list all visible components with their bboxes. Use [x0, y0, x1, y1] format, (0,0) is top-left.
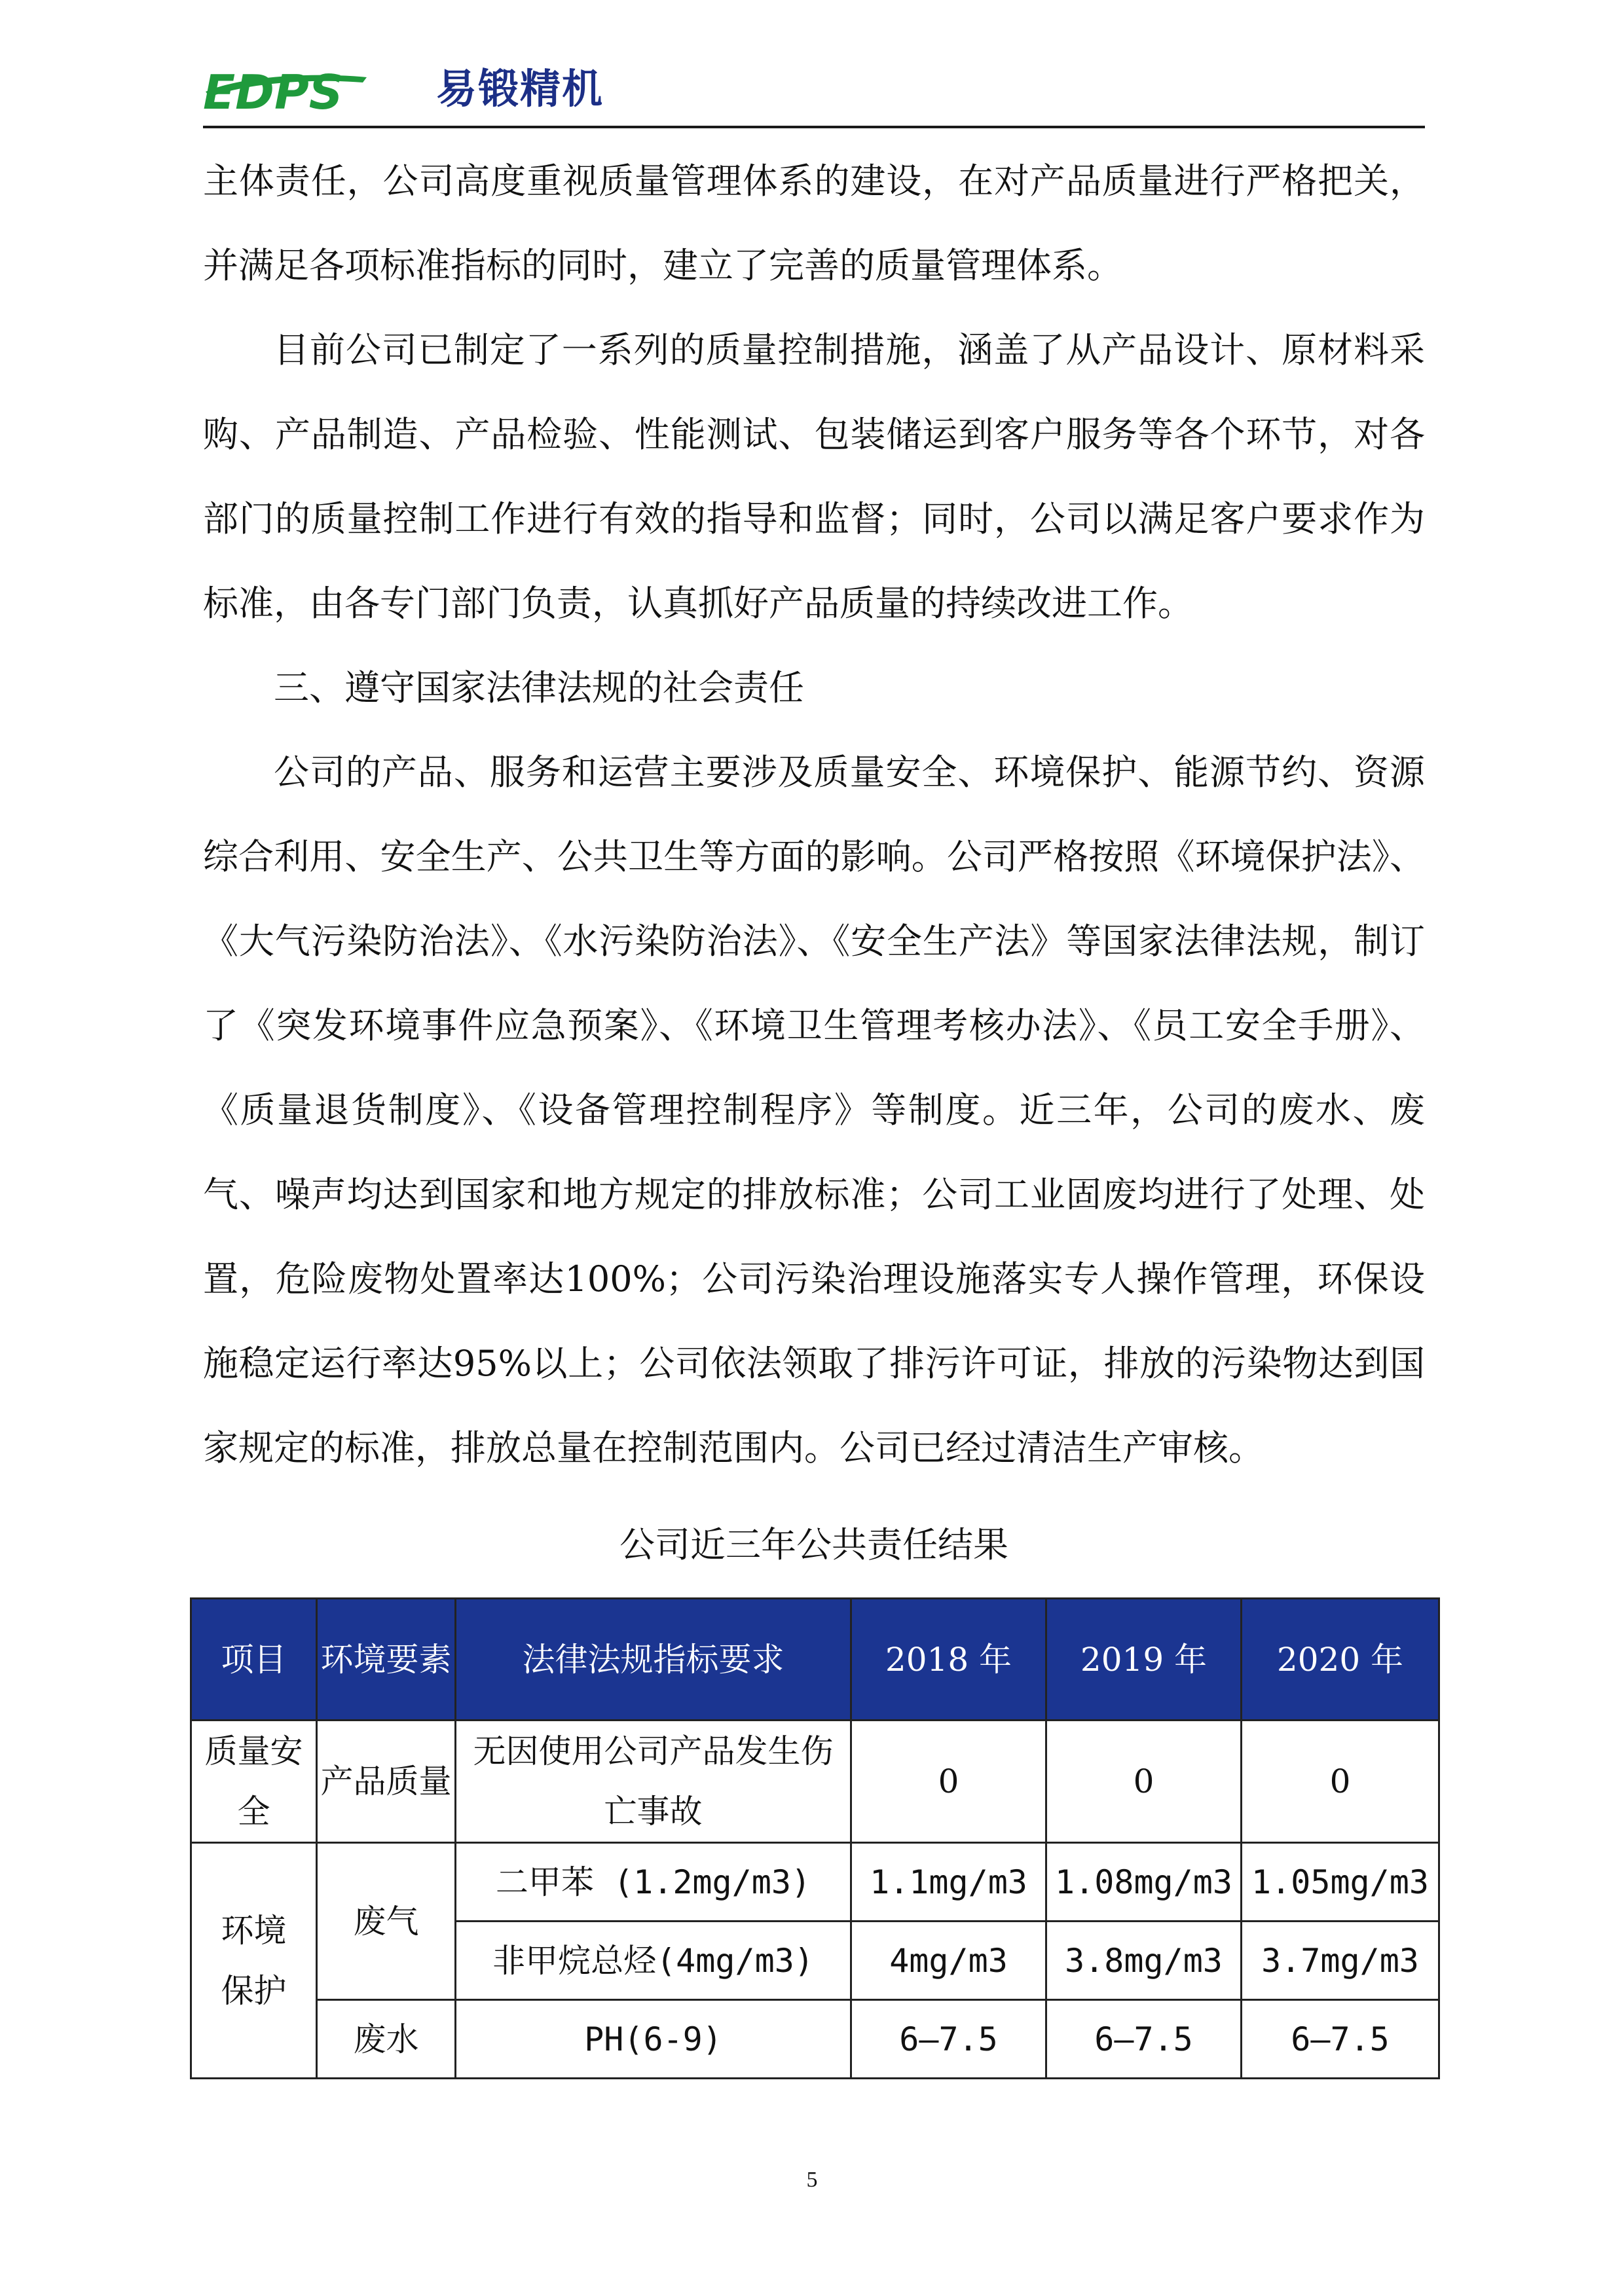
header-requirement: 法律法规指标要求 — [456, 1599, 851, 1721]
page-number: 5 — [806, 2168, 818, 2192]
cell-quality-2018: 0 — [851, 1721, 1046, 1843]
cell-quality-factor: 产品质量 — [317, 1721, 456, 1843]
cell-gas-factor: 废气 — [317, 1843, 456, 2000]
cell-quality-2020: 0 — [1242, 1721, 1439, 1843]
header-env-factor: 环境要素 — [317, 1599, 456, 1721]
table-row — [191, 1843, 1439, 1922]
cell-quality-requirement: 无因使用公司产品发生伤亡事故 — [456, 1721, 851, 1843]
cell-quality-item: 质量安全 — [191, 1721, 317, 1843]
header-2020: 2020 年 — [1242, 1599, 1439, 1721]
cell-water-factor: 废水 — [317, 2000, 456, 2079]
cell-nmhc-2019: 3.8mg/m3 — [1046, 1922, 1242, 2000]
cell-nmhc-2018: 4mg/m3 — [851, 1922, 1046, 2000]
paragraph-legal-compliance: 公司的产品、服务和运营主要涉及质量安全、环境保护、能源节约、资源综合利用、安全生产、公共卫生等方面的影响。公司严格按照《环境保护法》、《大气污染防治法》、《水污染防治法》、《安全生产法》等国家法律法规，制订了《突发环境事件应急预案》、《环境卫生管理考核办法》、《员工安全手册》、《质量退货制度》、《设备管理控制程序》等制度。近三年，公司的废水、废气、噪声均达到国家和地方规定的排放标准；公司工业固废均进行了处理、处置，危险废物处置率达100%；公司污染治理设施落实专人操作管理，环保设施稳定运行率达95%以上；公司依法领取了排污许可证，排放的污染物达到国家规定的标准，排放总量在控制范围内。公司已经过清洁生产审核。 — [203, 752, 1425, 1468]
header-divider — [203, 126, 1425, 128]
table-row — [191, 1721, 1439, 1843]
cell-xylene-2020: 1.05mg/m3 — [1242, 1843, 1439, 1922]
company-name: 易锻精机 — [436, 65, 604, 113]
document-body — [203, 139, 1425, 1490]
header-item: 项目 — [191, 1599, 317, 1721]
company-logo — [203, 63, 426, 115]
paragraph-quality-measures: 目前公司已制定了一系列的质量控制措施，涵盖了从产品设计、原材料采购、产品制造、产品检验、性能测试、包装储运到客户服务等各个环节，对各部门的质量控制工作进行有效的指导和监督；同时，公司以满足客户要求作为标准，由各专门部门负责，认真抓好产品质量的持续改进工作。 — [203, 329, 1425, 624]
cell-xylene-2018: 1.1mg/m3 — [851, 1843, 1046, 1922]
paragraph-continuation: 主体责任，公司高度重视质量管理体系的建设，在对产品质量进行严格把关，并满足各项标准指标的同时，建立了完善的质量管理体系。 — [203, 160, 1425, 286]
header-2018: 2018 年 — [851, 1599, 1046, 1721]
table-row — [191, 2000, 1439, 2079]
table-header-row — [191, 1599, 1439, 1721]
cell-environment-item: 环境保护 — [191, 1843, 317, 2079]
page-header — [203, 60, 1425, 123]
cell-nmhc-2020: 3.7mg/m3 — [1242, 1922, 1439, 2000]
cell-water-2019: 6—7.5 — [1046, 2000, 1242, 2079]
cell-xylene-requirement: 二甲苯 (1.2mg/m3) — [456, 1843, 851, 1922]
table-title: 公司近三年公共责任结果 — [619, 1524, 1008, 1565]
header-2019: 2019 年 — [1046, 1599, 1242, 1721]
public-responsibility-table — [190, 1597, 1440, 2079]
cell-water-requirement: PH(6-9) — [456, 2000, 851, 2079]
logo-text: EDPS — [203, 65, 343, 115]
cell-xylene-2019: 1.08mg/m3 — [1046, 1843, 1242, 1922]
cell-nmhc-requirement: 非甲烷总烃(4mg/m3) — [456, 1922, 851, 2000]
cell-quality-2019: 0 — [1046, 1721, 1242, 1843]
cell-water-2020: 6—7.5 — [1242, 2000, 1439, 2079]
cell-water-2018: 6—7.5 — [851, 2000, 1046, 2079]
section-heading: 三、遵守国家法律法规的社会责任 — [274, 667, 804, 708]
